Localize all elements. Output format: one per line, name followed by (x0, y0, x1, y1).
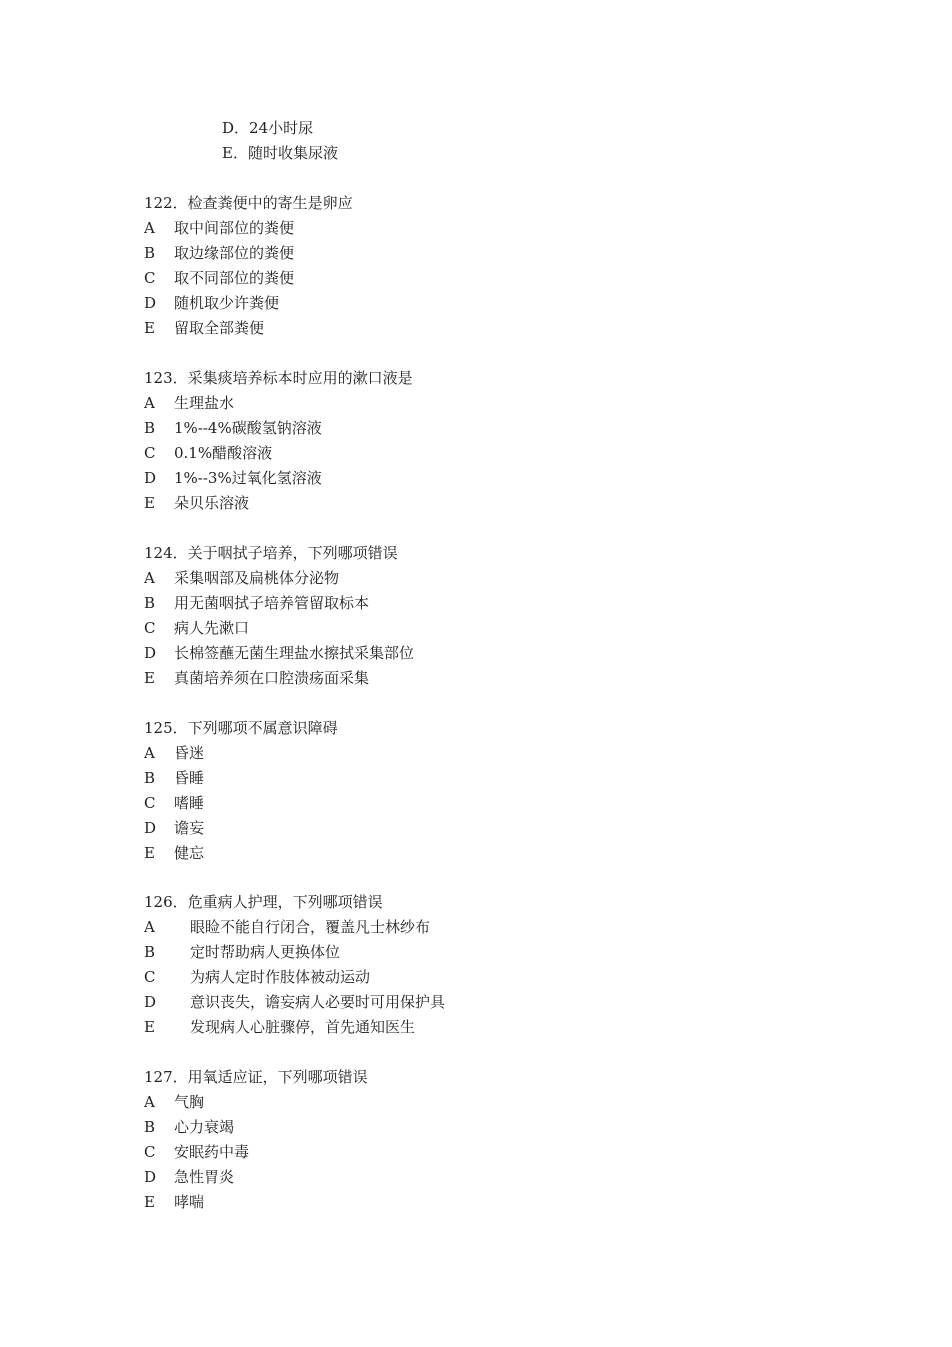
option-letter: D (144, 294, 157, 312)
option-text: 24小时尿 (249, 119, 314, 137)
option-text: 0.1%醋酸溶液 (174, 444, 273, 462)
question-text: 关于咽拭子培养，下列哪项错误 (187, 544, 398, 562)
option-text: 1%--4%碳酸氢钠溶液 (174, 419, 322, 437)
option-letter: C (144, 619, 156, 637)
option-letter: D (144, 644, 157, 662)
option-text: 哮喘 (174, 1193, 205, 1211)
option-letter: B (144, 1118, 156, 1136)
option-letter: E (144, 844, 155, 862)
option-text: 取边缘部位的粪便 (174, 244, 295, 262)
option-letter: C (144, 794, 156, 812)
option-text: 留取全部粪便 (174, 319, 265, 337)
option-letter: C (144, 1143, 156, 1161)
option-text: 取不同部位的粪便 (174, 269, 295, 287)
question-122-stem (144, 193, 353, 213)
option-text: 心力衰竭 (174, 1118, 235, 1136)
question-text: 检查粪便中的寄生是卵应 (187, 194, 353, 212)
question-126-stem (144, 892, 383, 912)
question-text: 危重病人护理，下列哪项错误 (187, 893, 383, 911)
option-text: 健忘 (174, 844, 205, 862)
option-letter: D． (222, 119, 250, 137)
option-letter: E (144, 494, 155, 512)
option-letter: B (144, 943, 156, 961)
option-text: 采集咽部及扁桃体分泌物 (174, 569, 340, 587)
option-letter: D (144, 1168, 157, 1186)
option-letter: E (144, 319, 155, 337)
question-number: 124． (144, 544, 188, 562)
option-letter: D (144, 993, 157, 1011)
option-text: 用无菌咽拭子培养管留取标本 (174, 594, 370, 612)
option-letter: C (144, 269, 156, 287)
option-letter: E (144, 1193, 155, 1211)
option-text: 昏睡 (174, 769, 205, 787)
carryover-option-d (222, 118, 313, 138)
option-text: 安眠药中毒 (174, 1143, 250, 1161)
option-letter: A (144, 569, 155, 587)
question-125-stem (144, 718, 338, 738)
question-127-stem (144, 1067, 368, 1087)
carryover-option-e (222, 143, 338, 163)
option-letter: C (144, 968, 156, 986)
option-text: 意识丧失，谵妄病人必要时可用保护具 (190, 993, 446, 1011)
option-text: 眼睑不能自行闭合，覆盖凡士林纱布 (190, 918, 431, 936)
question-123-stem (144, 368, 413, 388)
question-text: 用氧适应证，下列哪项错误 (187, 1068, 368, 1086)
option-letter: A (144, 744, 155, 762)
question-number: 122． (144, 194, 188, 212)
option-letter: C (144, 444, 156, 462)
question-124-stem (144, 543, 398, 563)
option-text: 发现病人心脏骤停，首先通知医生 (190, 1018, 416, 1036)
option-letter: A (144, 394, 155, 412)
option-text: 朵贝乐溶液 (174, 494, 250, 512)
option-text: 谵妄 (174, 819, 205, 837)
option-letter: E (144, 1018, 155, 1036)
option-letter: B (144, 769, 156, 787)
option-text: 取中间部位的粪便 (174, 219, 295, 237)
option-text: 长棉签蘸无菌生理盐水擦拭采集部位 (174, 644, 415, 662)
question-number: 125． (144, 719, 188, 737)
option-text: 生理盐水 (174, 394, 235, 412)
question-text: 采集痰培养标本时应用的漱口液是 (187, 369, 413, 387)
option-text: 急性胃炎 (174, 1168, 235, 1186)
question-number: 127． (144, 1068, 188, 1086)
option-text: 为病人定时作肢体被动运动 (190, 968, 371, 986)
question-number: 126． (144, 893, 188, 911)
option-text: 真菌培养须在口腔溃疡面采集 (174, 669, 370, 687)
option-text: 1%--3%过氧化氢溶液 (174, 469, 322, 487)
option-text: 随时收集尿液 (247, 144, 338, 162)
option-text: 昏迷 (174, 744, 205, 762)
option-letter: B (144, 419, 156, 437)
option-text: 定时帮助病人更换体位 (190, 943, 341, 961)
option-letter: D (144, 469, 157, 487)
option-text: 病人先漱口 (174, 619, 250, 637)
question-number: 123． (144, 369, 188, 387)
option-letter: B (144, 594, 156, 612)
option-letter: A (144, 918, 155, 936)
option-letter: A (144, 219, 155, 237)
option-text: 随机取少许粪便 (174, 294, 280, 312)
option-text: 气胸 (174, 1093, 205, 1111)
option-letter: E． (222, 144, 248, 162)
option-letter: B (144, 244, 156, 262)
option-letter: D (144, 819, 157, 837)
option-letter: E (144, 669, 155, 687)
question-text: 下列哪项不属意识障碍 (187, 719, 338, 737)
option-letter: A (144, 1093, 155, 1111)
option-text: 嗜睡 (174, 794, 205, 812)
